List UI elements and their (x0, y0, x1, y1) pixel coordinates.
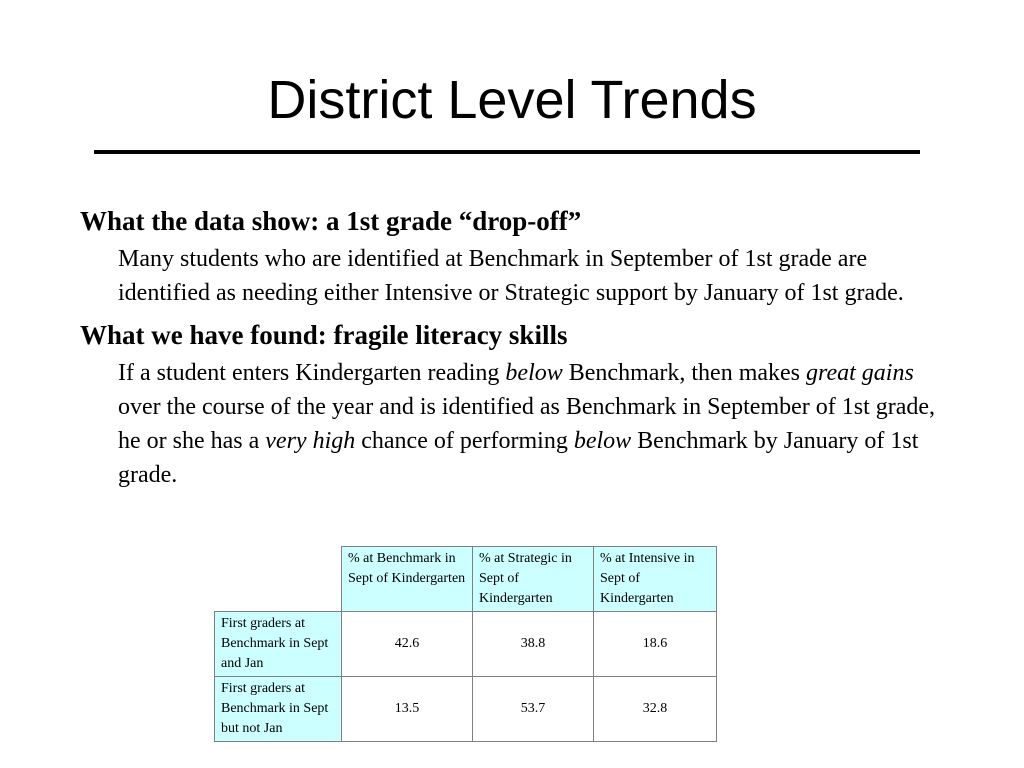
slide-body (80, 204, 940, 500)
table-cell: 38.8 (473, 612, 594, 677)
table-cell: 42.6 (342, 612, 473, 677)
section-text-found (118, 356, 940, 492)
text-run: Benchmark by January of 1st grade. (118, 428, 919, 488)
emphasis-great-gains: great gains (806, 360, 914, 386)
text-run: over the course of the year and is identified as Benchmark in September of 1st grade, he or she has a (118, 394, 936, 454)
table-cell: 13.5 (342, 677, 473, 742)
text-run: Benchmark, then makes (562, 360, 807, 386)
emphasis-below: below (573, 428, 632, 454)
table-corner (215, 547, 342, 612)
table-row (215, 612, 717, 677)
title-underline (94, 150, 920, 154)
section-heading-data-show: What the data show: a 1st grade “drop-off” (80, 206, 582, 236)
column-header: % at Intensive in Sept of Kindergarten (594, 547, 717, 612)
section-text-data-show: Many students who are identified at Benchmark in September of 1st grade are identified as needing either Intensive or Strategic support by January of 1st grade. (118, 246, 904, 306)
slide-title: District Level Trends (267, 70, 757, 130)
table-cell: 18.6 (594, 612, 717, 677)
column-header: % at Strategic in Sept of Kindergarten (473, 547, 594, 612)
row-header: First graders at Benchmark in Sept but not Jan (215, 677, 342, 742)
benchmark-table (214, 546, 717, 742)
emphasis-very-high: very high (265, 428, 356, 454)
table-header-row (215, 547, 717, 612)
table-cell: 53.7 (473, 677, 594, 742)
text-run: If a student enters Kindergarten reading (118, 360, 506, 386)
section-heading-found: What we have found: fragile literacy skills (80, 320, 568, 350)
text-run: chance of performing (355, 428, 574, 454)
emphasis-below: below (505, 360, 563, 386)
table-row (215, 677, 717, 742)
column-header: % at Benchmark in Sept of Kindergarten (342, 547, 473, 612)
table-cell: 32.8 (594, 677, 717, 742)
row-header: First graders at Benchmark in Sept and Jan (215, 612, 342, 677)
